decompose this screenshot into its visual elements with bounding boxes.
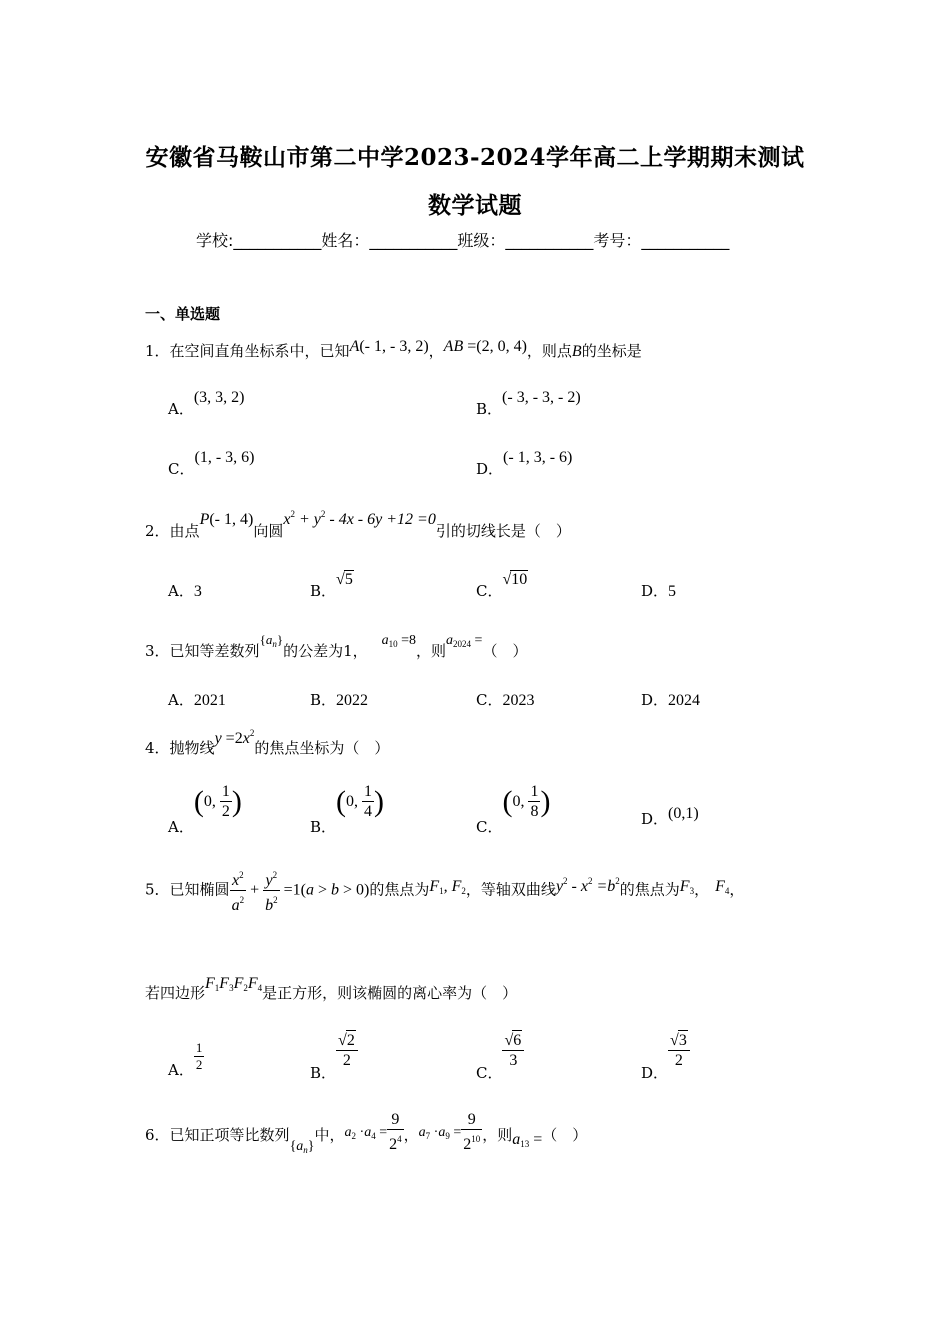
question-text: 若四边形 <box>145 984 206 1002</box>
question-number: 4． <box>145 739 170 757</box>
q1-option-b <box>476 389 581 419</box>
q1-option-d <box>476 449 573 479</box>
student-info-line: 学校:___________姓名：___________班级：___________考号：___________ <box>196 231 730 250</box>
q2-option-c <box>476 571 528 601</box>
option-label: C． <box>476 582 503 600</box>
q2-option-a <box>168 580 202 601</box>
option-value: (0,1) <box>668 805 699 822</box>
option-label: C． <box>476 691 503 709</box>
question-text: 的公差为1， <box>283 642 368 660</box>
option-value: (0, $\frac{1}{8}$ ) <box>502 783 551 820</box>
q5-option-c <box>476 1030 524 1082</box>
question-text: 由点 <box>169 522 200 540</box>
question-text: 已知正项等比数列 <box>169 1126 290 1144</box>
q1-option-a <box>168 389 245 419</box>
option-value: 2022 <box>336 692 369 709</box>
question-text: ， <box>729 880 745 899</box>
math-vector-ab: AB =(2, 0, 4) <box>443 338 527 355</box>
question-number: 6． <box>145 1126 170 1144</box>
title-line-2: 数学试题 <box>428 192 522 219</box>
option-label: D． <box>641 810 669 828</box>
option-value: (3, 3, 2) <box>193 389 245 406</box>
question-text: ， <box>428 342 444 360</box>
question-text: 中， <box>314 1126 345 1144</box>
math-point-p: P(- 1, 4) <box>199 511 254 528</box>
question-text: ， <box>403 1126 419 1144</box>
math-f3: $F_3$ <box>679 877 695 896</box>
question-6 <box>145 1110 587 1154</box>
question-2 <box>145 509 571 541</box>
math-a2-a4: $a_2 \cdot a_4$ = $\frac{9}{2^4}$ <box>344 1111 402 1153</box>
option-label: A． <box>168 691 194 709</box>
question-1 <box>145 340 642 361</box>
option-label: B． <box>310 582 337 600</box>
option-label: C． <box>476 1064 503 1082</box>
question-4 <box>145 728 390 758</box>
option-value: $\frac{√3}{2}$ <box>668 1030 690 1070</box>
q5-option-b <box>310 1030 358 1082</box>
question-text: 的焦点为 <box>369 880 430 899</box>
option-label: D． <box>641 691 669 709</box>
question-number: 2． <box>145 522 170 540</box>
option-value: $\frac{√6}{3}$ <box>502 1030 524 1070</box>
q5-option-a <box>168 1030 204 1079</box>
q1-option-c <box>168 449 255 479</box>
question-text: 的焦点坐标为（ ） <box>254 739 390 757</box>
option-value: (1, - 3, 6) <box>194 449 255 466</box>
q3-option-b <box>310 689 368 710</box>
q2-option-d <box>641 580 676 601</box>
option-label: B． <box>310 1064 337 1082</box>
option-label: D． <box>641 1064 669 1082</box>
math-hyperbola: $y^2 - x^2 =b^2$ <box>555 875 620 895</box>
question-text: ，则 <box>416 642 447 660</box>
question-5-line-2 <box>145 975 518 1003</box>
question-text: （ ） <box>482 642 528 660</box>
math-sequence: $\{a_n\}$ <box>259 632 284 649</box>
question-number: 5． <box>145 880 170 899</box>
q4-option-b <box>310 782 385 836</box>
option-label: D． <box>476 460 504 478</box>
option-label: A． <box>168 1060 194 1079</box>
option-value: 2021 <box>193 692 226 709</box>
math-ellipse: $\frac{x^2}{a^2}$ + $\frac{y^2}{b^2}$ =1(a > b > 0) <box>230 866 370 915</box>
option-label: A． <box>168 582 194 600</box>
question-text: 引的切线长是（ ） <box>435 522 571 540</box>
option-value: (0, $\frac{1}{4}$ ) <box>336 783 385 820</box>
option-label: D． <box>641 582 669 600</box>
question-5 <box>145 866 744 915</box>
question-text: （ ） <box>542 1126 588 1144</box>
question-text: ， <box>694 880 710 899</box>
q4-option-d <box>641 805 699 829</box>
question-text: ，则点 <box>526 342 572 360</box>
option-value: √10 <box>502 571 528 588</box>
question-text: 抛物线 <box>169 739 215 757</box>
math-point-b: B <box>571 343 582 360</box>
math-a7-a9: $a_7 \cdot a_9$ = $\frac{9}{2^{10}}$ <box>418 1111 481 1153</box>
math-sequence: $\{a_n\}$ <box>289 1139 315 1155</box>
q3-option-a <box>168 689 226 710</box>
option-value: (0, $\frac{1}{2}$ ) <box>193 783 242 820</box>
option-label: B． <box>476 400 503 418</box>
option-label: A． <box>168 400 194 418</box>
option-value: √5 <box>336 571 353 588</box>
math-parabola: $y =2x^2$ <box>214 728 255 747</box>
math-a13: $a_{13}$ = <box>512 1131 543 1149</box>
math-f4: $F_4$ <box>715 877 730 896</box>
math-quadrilateral: $F_1F_3F_2F_4$ <box>205 975 263 993</box>
option-value: (- 1, 3, - 6) <box>503 449 573 466</box>
question-text: 的焦点为 <box>619 880 680 899</box>
question-text: 已知等差数列 <box>169 642 260 660</box>
question-text: 在空间直角坐标系中，已知 <box>169 342 350 360</box>
option-value: $\frac{1}{2}$ <box>195 1040 203 1072</box>
math-a10: $a_{10} =8$ <box>381 633 417 649</box>
q2-option-b <box>310 571 354 601</box>
math-circle-equation: $x^2 + y^2 - 4x - 6y +12 =0$ <box>283 509 436 528</box>
q3-option-c <box>476 689 534 710</box>
option-value: 5 <box>668 583 677 600</box>
section-heading: 一、单选题 <box>145 305 221 323</box>
question-text: ，等轴双曲线 <box>465 880 556 899</box>
option-label: C． <box>168 460 195 478</box>
question-text: 向圆 <box>253 522 284 540</box>
q5-option-d <box>641 1030 690 1082</box>
question-text: 的坐标是 <box>581 342 642 360</box>
title-line-1: 安徽省马鞍山市第二中学2023-2024学年高二上学期期末测试 <box>145 144 805 171</box>
question-text: 是正方形，则该椭圆的离心率为（ ） <box>262 984 518 1002</box>
option-label: B． <box>310 817 337 836</box>
q3-option-d <box>641 689 700 710</box>
option-value: 3 <box>193 583 202 600</box>
option-value: 2024 <box>668 692 701 709</box>
question-text: ，则 <box>482 1126 513 1144</box>
math-a2024: $a_{2024}$ = <box>446 633 483 649</box>
option-label: A． <box>168 817 194 836</box>
option-label: C． <box>476 817 503 836</box>
math-point-a: A(- 1, - 3, 2) <box>349 338 429 355</box>
option-label: B． <box>310 691 337 709</box>
question-number: 1． <box>145 342 170 360</box>
math-f1-f2: $F_1$, $F_2$ <box>429 877 466 896</box>
q4-option-a <box>168 782 242 836</box>
question-number: 3． <box>145 642 170 660</box>
option-value: (- 3, - 3, - 2) <box>502 389 581 406</box>
option-value: $\frac{√2}{2}$ <box>336 1030 358 1070</box>
question-3 <box>145 632 528 661</box>
q4-option-c <box>476 782 551 836</box>
option-value: 2023 <box>502 692 535 709</box>
question-text: 已知椭圆 <box>169 880 230 899</box>
